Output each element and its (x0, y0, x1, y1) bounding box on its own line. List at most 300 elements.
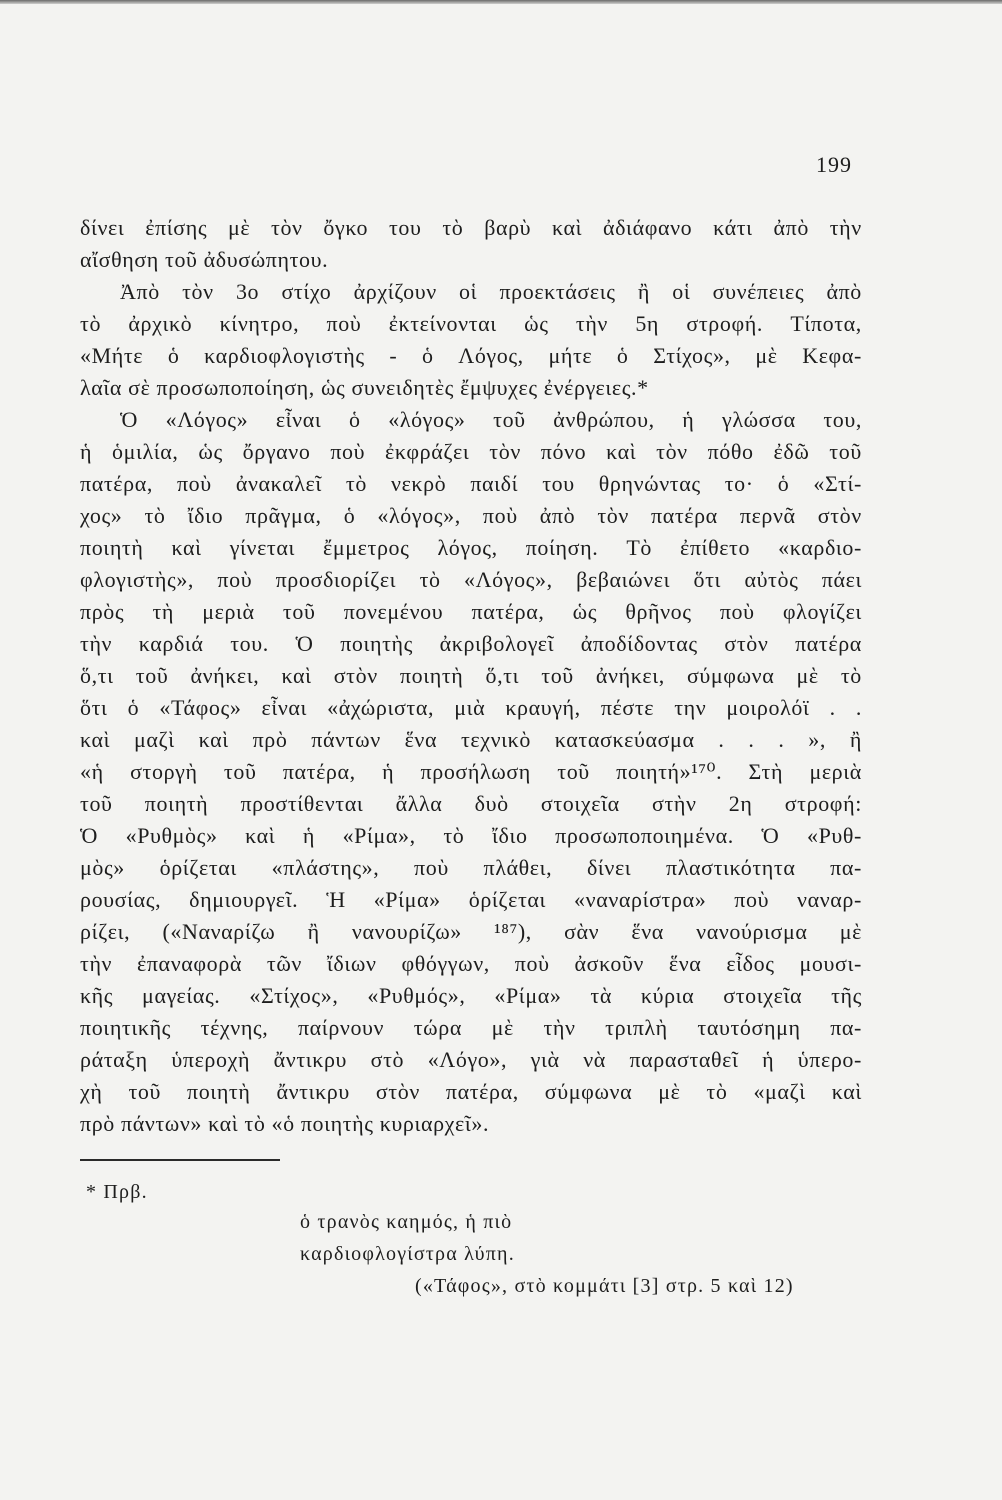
word: νεκρὸ (391, 471, 447, 496)
word: ταυτόσημη (697, 1015, 801, 1040)
word: τεχνικὸ (460, 727, 531, 752)
word: φλογιστὴς», (80, 567, 195, 592)
word: ἕνα (631, 919, 664, 944)
text-line (80, 756, 862, 788)
word: γλώσσα (722, 407, 796, 432)
word: ποὺ (176, 471, 212, 496)
word: ποιητὴ (144, 791, 209, 816)
word: ἄντικρυ (273, 1047, 348, 1072)
word: ὅτι (693, 567, 722, 592)
word: εἶναι (261, 695, 308, 720)
word: ἡ (382, 759, 395, 784)
word: θρηνώντας (598, 471, 701, 496)
word: «Λόγος» (165, 407, 249, 432)
word: Στὴ (748, 759, 784, 784)
word: ποὺ (482, 503, 518, 528)
word: », (808, 727, 826, 752)
word: ὡς (572, 599, 598, 624)
word: καρδιοφλογιστὴς (204, 343, 365, 368)
text-line (120, 404, 862, 436)
word: «Στίχος», (249, 983, 339, 1008)
word: ἴδιο (491, 823, 528, 848)
word: τὴν (829, 215, 862, 240)
footnote-quote-line: καρδιοφλογίστρα λύπη. (300, 1243, 515, 1265)
word: στροφή: (784, 791, 862, 816)
word: ἀπὸ (539, 503, 576, 528)
word: μὲ (491, 1015, 514, 1040)
word: ποὺ (514, 951, 550, 976)
word: στὴν (652, 791, 697, 816)
word: ποιητὴ (80, 535, 144, 560)
word: σύμφωνα (544, 1079, 633, 1104)
word: 2η (728, 791, 753, 816)
word: πατέρα (650, 503, 718, 528)
word: στοιχεῖα (540, 791, 620, 816)
word: γίνεται (229, 535, 295, 560)
body-text (80, 212, 862, 1140)
word: μὲ (839, 919, 862, 944)
word: τὴν (575, 311, 608, 336)
word: 3ο (235, 279, 260, 304)
word: τὴν (543, 1015, 576, 1040)
word: δίνει (80, 215, 125, 240)
word: στίχο (281, 279, 332, 304)
word: μιὰ (454, 695, 486, 720)
word: ὁ (167, 343, 180, 368)
text-line (80, 852, 862, 884)
word: συνέπειες (712, 279, 805, 304)
word: «ναναρίστρα» (574, 887, 707, 912)
word: Στίχος», (653, 343, 731, 368)
word: ἢ (307, 919, 320, 944)
word: μαζὶ (133, 727, 175, 752)
word: τὸ (419, 567, 441, 592)
word: καὶ (245, 823, 276, 848)
word: μὲ (755, 343, 778, 368)
word: ἡ (762, 1047, 775, 1072)
word: φλογίζει (782, 599, 862, 624)
word: ποὺ (414, 855, 449, 880)
word: καὶ (552, 215, 583, 240)
word: «Τάφος» (159, 695, 242, 720)
word: τῆς (831, 983, 862, 1008)
word: κύρια (640, 983, 695, 1008)
word: πόθο (707, 439, 754, 464)
word: ποίηση. (525, 535, 599, 560)
word: στοργὴ (130, 759, 198, 784)
word: πρᾶγμα, (245, 503, 322, 528)
text-line (80, 212, 862, 244)
scan-top-edge (0, 0, 1002, 4)
word: τὴν (80, 631, 113, 656)
word: παιδί (470, 471, 519, 496)
word: «Ρυθμὸς» (125, 823, 218, 848)
word: αὐτὸς (744, 567, 799, 592)
text-line: αἴσθηση τοῦ ἀδυσώπητου. (80, 247, 329, 272)
word: του. (230, 631, 269, 656)
word: Ἡ (326, 887, 346, 912)
word: παρασταθεῖ (629, 1047, 739, 1072)
text-line (80, 980, 862, 1012)
text-line: λαῖα σὲ προσωποποίηση, ὡς συνειδητὲς ἔμψυχες ἐνέργειες.* (80, 375, 649, 400)
word: «Στί- (813, 471, 862, 496)
word: θρῆνος (625, 599, 692, 624)
word: προσωποποιημένα. (555, 823, 734, 848)
word: φθόγγων, (401, 951, 490, 976)
word: τὸν (182, 279, 214, 304)
word: «Ρυθμός», (367, 983, 466, 1008)
footnote-source: («Τάφος», στὸ κομμάτι [3] στρ. 5 καὶ 12) (415, 1275, 794, 1297)
word: ὑπεροχὴ (171, 1047, 251, 1072)
text-line (120, 276, 862, 308)
word: ποὺ (217, 567, 253, 592)
text-line (80, 500, 862, 532)
word: πατέρα, (471, 599, 545, 624)
word: Ὁ (295, 631, 314, 656)
word: μουσι- (799, 951, 862, 976)
word: ὄργανο (242, 439, 311, 464)
word: κάτι (713, 215, 753, 240)
word: ἴδιων (326, 951, 377, 976)
word: σὰν (564, 919, 600, 944)
word: μὲ (796, 663, 819, 688)
word: ὅ,τι (485, 663, 520, 688)
word: τοῦ (80, 791, 113, 816)
word: τὸν (597, 503, 629, 528)
word: «Ρίμα», (342, 823, 416, 848)
word: ὁρίζεται (159, 855, 237, 880)
text-line (80, 1044, 862, 1076)
page-number: 199 (816, 152, 852, 177)
word: Ὁ (80, 823, 99, 848)
text-line (80, 340, 862, 372)
text-line (80, 948, 862, 980)
word: πάει (821, 567, 862, 592)
word: ἢ (637, 279, 650, 304)
word: προεκτάσεις (499, 279, 616, 304)
word: μεριὰ (809, 759, 862, 784)
word: πα- (830, 855, 862, 880)
word: Ἀπὸ (120, 279, 160, 304)
word: ἔμμετρος (323, 535, 410, 560)
word: ὁ (127, 695, 140, 720)
word: ἀσκοῦν (574, 951, 644, 976)
word: ἀκριβολογεῖ (439, 631, 555, 656)
word: ὑπερο- (797, 1047, 862, 1072)
word: μήτε (548, 343, 593, 368)
word: τοῦ (557, 759, 590, 784)
word: τριπλὴ (605, 1015, 668, 1040)
text-line (80, 1012, 862, 1044)
word: μὲ (658, 1079, 681, 1104)
word: ὁ (422, 343, 434, 368)
word: τὸ (345, 471, 367, 496)
word: . (718, 727, 725, 752)
word: ὁρίζεται (468, 887, 547, 912)
word: πα- (830, 1015, 862, 1040)
word: καὶ (80, 727, 111, 752)
word: ποὺ (330, 439, 366, 464)
word: ἐπαναφορὰ (137, 951, 242, 976)
word: μαγείας. (142, 983, 221, 1008)
word: Τίποτα, (790, 311, 862, 336)
word: εἶδος (726, 951, 775, 976)
word: ποιητὴς (340, 631, 413, 656)
word: προστίθενται (240, 791, 364, 816)
word: «λόγος», (377, 503, 461, 528)
text-line (80, 1076, 862, 1108)
word: ἐκτείνονται (388, 311, 497, 336)
word: πέστε (600, 695, 655, 720)
footnote-marker: * Πρβ. (86, 1181, 148, 1203)
text-line (80, 884, 862, 916)
word: προσδιορίζει (275, 567, 397, 592)
word: τοῦ (541, 663, 574, 688)
word: μὸς» (80, 855, 125, 880)
word: οἱ (672, 279, 691, 304)
word: δημιουργεῖ. (189, 887, 299, 912)
word: το· (724, 471, 754, 496)
word: τὸν (656, 439, 688, 464)
word: - (389, 343, 398, 368)
word: στὸν (333, 663, 378, 688)
word: καὶ (198, 727, 229, 752)
word: ὁμιλία, (111, 439, 179, 464)
word: τοῦ (282, 599, 316, 624)
word: «Ρίμα» (494, 983, 562, 1008)
word: οἱ (459, 279, 478, 304)
word: κῆς (80, 983, 114, 1008)
word: ποιητή»¹⁷⁰. (616, 759, 723, 784)
word: νανουρίζω» (351, 919, 462, 944)
word: περνᾶ (739, 503, 796, 528)
word: ἡ (682, 407, 695, 432)
text-line (80, 724, 862, 756)
word: καρδιά (138, 631, 204, 656)
word: του (542, 471, 575, 496)
word: ἀδιάφανο (602, 215, 693, 240)
text-line (80, 820, 862, 852)
word: «ἀχώριστα, (327, 695, 435, 720)
word: στοιχεῖα (723, 983, 803, 1008)
word: ἐκφράζει (385, 439, 470, 464)
word: πατέρα, (80, 471, 153, 496)
word: ὅτι (80, 695, 108, 720)
word: ἀπὸ (826, 279, 862, 304)
word: καὶ (606, 439, 637, 464)
word: καὶ (281, 663, 312, 688)
word: «λόγος» (388, 407, 466, 432)
word: Ὁ (120, 407, 139, 432)
word: τοῦ (135, 663, 169, 688)
word: ¹⁸⁷), (494, 919, 532, 944)
word: ποιητικῆς (80, 1015, 171, 1040)
word: ἄλλα (395, 791, 443, 816)
word: τὴν (80, 951, 113, 976)
word: ὅ,τι (80, 663, 114, 688)
word: κίνητρο, (219, 311, 300, 336)
word: τὰ (590, 983, 612, 1008)
word: ἀρχίζουν (353, 279, 437, 304)
word: ἕνα (668, 951, 702, 976)
word: . (748, 727, 755, 752)
word: πόνο (540, 439, 587, 464)
word: πρὸς (80, 599, 125, 624)
word: τέχνης, (200, 1015, 269, 1040)
word: στὸν (817, 503, 862, 528)
word: ἀπὸ (773, 215, 809, 240)
word: καὶ (831, 1079, 862, 1104)
footnote-rule (80, 1159, 280, 1161)
word: τὸ (443, 823, 465, 848)
word: ἴδιο (187, 503, 224, 528)
word: τῶν (266, 951, 302, 976)
word: χος» (80, 503, 123, 528)
word: ἀνθρώπου, (553, 407, 655, 432)
text-line (80, 788, 862, 820)
text-line (80, 628, 862, 660)
word: βεβαιώνει (576, 567, 671, 592)
word: του (388, 215, 422, 240)
word: βαρὺ (484, 215, 532, 240)
word: ἐδῶ (773, 439, 810, 464)
word: του, (823, 407, 862, 432)
word: εἶναι (275, 407, 322, 432)
word: πονεμένου (343, 599, 444, 624)
word: . (855, 695, 862, 720)
word: στὸν (724, 631, 769, 656)
word: ράταξη (80, 1047, 148, 1072)
word: ἀνακαλεῖ (235, 471, 322, 496)
footnote-quote-line: ὁ τρανὸς καημός, ἡ πιὸ (300, 1211, 513, 1233)
word: . (829, 695, 836, 720)
word: μοιρολόϊ (726, 695, 810, 720)
word: Κεφα- (802, 343, 862, 368)
word: νανούρισμα (696, 919, 808, 944)
word: «Λόγος», (464, 567, 553, 592)
word: «πλάστης», (271, 855, 380, 880)
text-line (80, 596, 862, 628)
word: την (674, 695, 707, 720)
word: ἐπίθετο (680, 535, 751, 560)
word: ἀνήκει, (595, 663, 665, 688)
word: πλάθει, (483, 855, 553, 880)
word: τοῦ (128, 1079, 162, 1104)
word: καὶ (171, 535, 202, 560)
word: ὁ (349, 407, 361, 432)
word: ποὺ (326, 311, 362, 336)
word: «καρδιο- (778, 535, 862, 560)
word: τοῦ (493, 407, 526, 432)
word: ποιητὴ (399, 663, 464, 688)
word: Λόγος, (458, 343, 524, 368)
word: ὡς (198, 439, 223, 464)
text-line (80, 436, 862, 468)
word: . (778, 727, 785, 752)
word: ὡς (524, 311, 549, 336)
word: πατέρα, (445, 1079, 519, 1104)
word: Ὁ (761, 823, 780, 848)
word: κατασκεύασμα (554, 727, 695, 752)
word: ἡ (302, 823, 315, 848)
word: πάντων (311, 727, 381, 752)
text-line (80, 692, 862, 724)
word: τώρα (413, 1015, 462, 1040)
word: πρὸ (252, 727, 288, 752)
word: «Ρυθ- (806, 823, 862, 848)
word: ρίζει, (80, 919, 131, 944)
word: ναναρ- (797, 887, 862, 912)
text-line (80, 660, 862, 692)
word: τὸν (489, 439, 521, 464)
word: δίνει (586, 855, 632, 880)
word: «Ρίμα» (373, 887, 441, 912)
word: «Μήτε (80, 343, 144, 368)
word: ἄντικρυ (276, 1079, 350, 1104)
word: τὸ (840, 663, 862, 688)
text-line: πρὸ πάντων» καὶ τὸ «ὁ ποιητὴς κυριαρχεῖ». (80, 1111, 490, 1136)
word: στροφή. (686, 311, 763, 336)
word: ὁ (616, 343, 629, 368)
word: ἕνα (404, 727, 438, 752)
word: τὸ (706, 1079, 728, 1104)
word: προσήλωση (420, 759, 531, 784)
word: «μαζὶ (753, 1079, 806, 1104)
word: ἀνήκει, (190, 663, 260, 688)
text-line (80, 308, 862, 340)
word: τοῦ (829, 439, 862, 464)
word: «Λόγο», (427, 1047, 508, 1072)
word: τὸ (144, 503, 166, 528)
word: ἡ (80, 439, 93, 464)
word: μὲ (227, 215, 251, 240)
word: 5η (635, 311, 660, 336)
word: ποιητὴ (187, 1079, 251, 1104)
word: παίρνουν (297, 1015, 385, 1040)
text-line (80, 916, 862, 948)
word: ποὺ (734, 887, 770, 912)
word: ποὺ (719, 599, 755, 624)
word: τὴ (152, 599, 174, 624)
word: νὰ (583, 1047, 606, 1072)
word: («Ναναρίζω (162, 919, 276, 944)
word: γιὰ (530, 1047, 560, 1072)
word: ὁ (777, 471, 790, 496)
word: δυὸ (474, 791, 509, 816)
text-line (80, 468, 862, 500)
word: πατέρα (795, 631, 862, 656)
word: ἀποδίδοντας (580, 631, 698, 656)
word: στὸν (375, 1079, 420, 1104)
word: ἢ (849, 727, 862, 752)
word: κραυγή, (505, 695, 581, 720)
word: Τὸ (626, 535, 652, 560)
word: ὁ (343, 503, 356, 528)
word: τὸ (442, 215, 464, 240)
word: στὸ (370, 1047, 405, 1072)
word: σύμφωνα (686, 663, 775, 688)
word: ρουσίας, (80, 887, 162, 912)
word: τὸ (80, 311, 102, 336)
text-line (80, 532, 862, 564)
word: λόγος, (437, 535, 498, 560)
word: ὄγκο (323, 215, 369, 240)
word: πλαστικότητα (666, 855, 796, 880)
text-line (80, 564, 862, 596)
word: ἐπίσης (145, 215, 208, 240)
word: ἀρχικὸ (128, 311, 193, 336)
word: πατέρα, (282, 759, 356, 784)
